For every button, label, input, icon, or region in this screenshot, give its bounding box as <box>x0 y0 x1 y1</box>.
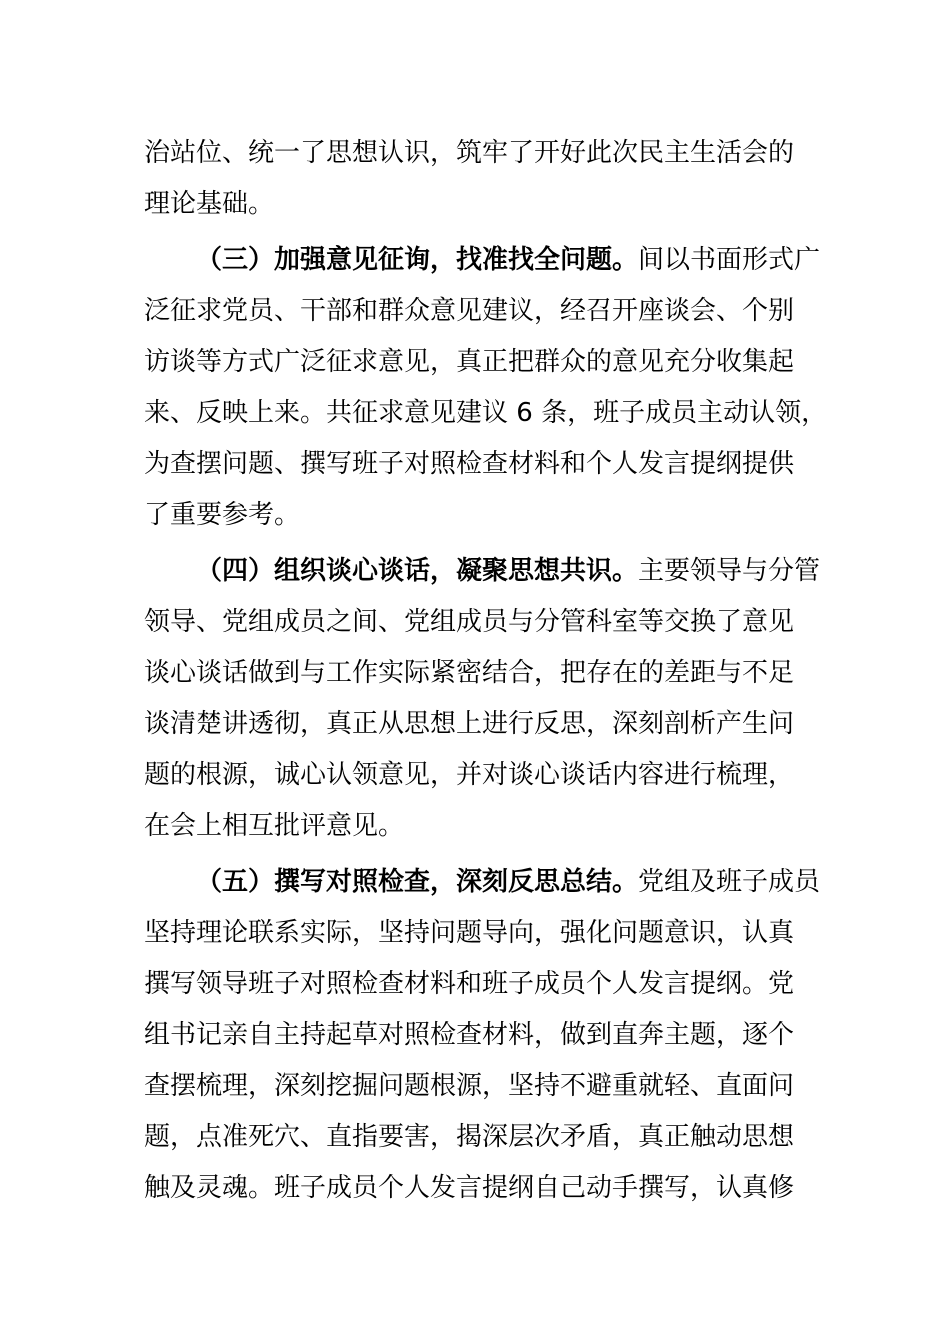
paragraph-section-5 <box>144 857 821 1214</box>
text-line: 为查摆问题、撰写班子对照检查材料和个人发言提纲提供 <box>144 449 795 479</box>
text-span: 间以书面形式广 <box>638 245 821 275</box>
text-line <box>144 546 821 597</box>
document-body <box>144 128 828 1219</box>
text-line: 访谈等方式广泛征求意见，真正把群众的意见充分收集起 <box>144 347 795 377</box>
text-line: 治站位、统一了思想认识，筑牢了开好此次民主生活会的 <box>144 138 795 168</box>
paragraph-section-3 <box>144 235 828 541</box>
text-line: 来、反映上来。共征求意见建议 6 条，班子成员主动认领， <box>144 398 828 428</box>
text-span: 主要领导与分管 <box>638 556 821 586</box>
section-heading: （五）撰写对照检查，深刻反思总结。 <box>196 867 639 897</box>
text-line: 了重要参考。 <box>144 500 301 530</box>
text-line: 查摆梳理，深刻挖掘问题根源，坚持不避重就轻、直面问 <box>144 1071 795 1101</box>
text-line: 触及灵魂。班子成员个人发言提纲自己动手撰写，认真修 <box>144 1173 795 1203</box>
text-line: 领导、党组成员之间、党组成员与分管科室等交换了意见 <box>144 607 795 637</box>
text-line: 题，点准死穴、直指要害，揭深层次矛盾，真正触动思想 <box>144 1122 795 1152</box>
text-line <box>144 857 821 908</box>
text-line: 坚持理论联系实际，坚持问题导向，强化问题意识，认真 <box>144 918 795 948</box>
text-line <box>144 235 821 286</box>
paragraph-section-4 <box>144 546 821 852</box>
text-line: 撰写领导班子对照检查材料和班子成员个人发言提纲。党 <box>144 969 795 999</box>
text-line: 泛征求党员、干部和群众意见建议，经召开座谈会、个别 <box>144 296 795 326</box>
text-line: 谈清楚讲透彻，真正从思想上进行反思，深刻剖析产生问 <box>144 709 795 739</box>
section-heading: （三）加强意见征询，找准找全问题。 <box>196 245 639 275</box>
text-span: 党组及班子成员 <box>638 867 821 897</box>
text-line: 理论基础。 <box>144 189 275 219</box>
text-line: 谈心谈话做到与工作实际紧密结合，把存在的差距与不足 <box>144 658 795 688</box>
text-line: 组书记亲自主持起草对照检查材料，做到直奔主题，逐个 <box>144 1020 795 1050</box>
text-line: 题的根源，诚心认领意见，并对谈心谈话内容进行梳理， <box>144 760 795 790</box>
section-heading: （四）组织谈心谈话，凝聚思想共识。 <box>196 556 639 586</box>
paragraph-continuation <box>144 128 814 230</box>
text-line: 在会上相互批评意见。 <box>144 811 405 841</box>
